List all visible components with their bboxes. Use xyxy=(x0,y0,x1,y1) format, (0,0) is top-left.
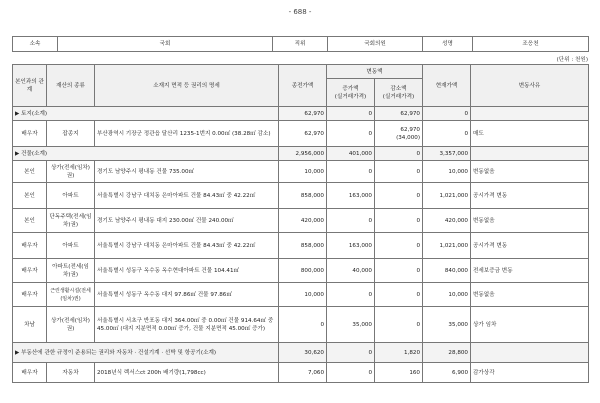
reason-value: 공시가격 변동 xyxy=(471,233,589,259)
reason-value: 매도 xyxy=(471,121,589,147)
col-decrease: 감소액 (실거래가격) xyxy=(375,79,423,107)
current-value: 28,800 xyxy=(423,343,471,363)
current-value: 840,000 xyxy=(423,259,471,283)
desc-value: 경기도 남양주시 평내동 대지 230.00㎡ 건물 240.00㎡ xyxy=(95,209,279,233)
desc-value: 부산광역시 기장군 정관읍 달산리 1235-1번지 0.00㎡ (38.28㎡ 감소) xyxy=(95,121,279,147)
table-row xyxy=(13,233,589,259)
prev-value: 0 xyxy=(279,307,327,343)
relation-value: 본인 xyxy=(13,161,47,183)
name-label: 성명 xyxy=(423,37,473,52)
increase-value: 163,000 xyxy=(327,233,375,259)
reason-value xyxy=(471,107,589,121)
prev-value: 858,000 xyxy=(279,233,327,259)
table-row xyxy=(13,183,589,209)
reason-value: 변동없음 xyxy=(471,283,589,307)
col-type: 재산의 종류 xyxy=(47,65,95,107)
table-row xyxy=(13,147,589,161)
relation-value: 배우자 xyxy=(13,233,47,259)
reason-value: 전세보증금 변동 xyxy=(471,259,589,283)
desc-value: 서울특별시 강남구 대치동 은마아파트 건물 84.43㎡ 중 42.22㎡ xyxy=(95,183,279,209)
decrease-value: 0 xyxy=(375,161,423,183)
increase-value: 0 xyxy=(327,343,375,363)
prev-value: 10,000 xyxy=(279,161,327,183)
col-increase: 증가액 (실거래가격) xyxy=(327,79,375,107)
section-title: ▶ 부동산에 관한 규정이 준용되는 권리와 자동차 · 건설기계 · 선박 및 항공기(소계) xyxy=(13,343,279,363)
type-value: 아파트 xyxy=(47,183,95,209)
current-value: 0 xyxy=(423,121,471,147)
increase-value: 401,000 xyxy=(327,147,375,161)
section-title: ▶ 토지(소계) xyxy=(13,107,279,121)
decrease-value: 160 xyxy=(375,363,423,383)
col-relation: 본인과의 관계 xyxy=(13,65,47,107)
table-row xyxy=(13,161,589,183)
type-value: 상가(전세(임차)권) xyxy=(47,161,95,183)
type-value: 아파트(전세(임차)권) xyxy=(47,259,95,283)
table-row xyxy=(13,307,589,343)
prev-value: 800,000 xyxy=(279,259,327,283)
decrease-value: 0 xyxy=(375,259,423,283)
name-value: 조응천 xyxy=(473,37,589,52)
decrease-value: 62,970 (34,000) xyxy=(375,121,423,147)
type-value: 자동차 xyxy=(47,363,95,383)
current-value: 10,000 xyxy=(423,283,471,307)
prev-value: 7,060 xyxy=(279,363,327,383)
asset-table xyxy=(12,64,589,383)
current-value: 35,000 xyxy=(423,307,471,343)
position-label: 직위 xyxy=(273,37,328,52)
page-number: - 688 - xyxy=(288,8,312,16)
type-value: 아파트 xyxy=(47,233,95,259)
col-desc: 소재지 면적 등 권리의 명세 xyxy=(95,65,279,107)
decrease-value: 0 xyxy=(375,147,423,161)
increase-value: 0 xyxy=(327,161,375,183)
table-row xyxy=(13,209,589,233)
position-value: 국회의원 xyxy=(328,37,423,52)
current-value: 3,357,000 xyxy=(423,147,471,161)
prev-value: 858,000 xyxy=(279,183,327,209)
decrease-value: 0 xyxy=(375,307,423,343)
type-value: 잡종지 xyxy=(47,121,95,147)
table-row xyxy=(13,283,589,307)
desc-value: 서울특별시 서초구 반포동 대지 364.00㎡ 중 0.00㎡ 건물 914.64㎡ 중 45.00㎡ (대지 지분면적 0.00㎡ 증가, 건물 지분면적 45.00㎡ 증가) xyxy=(95,307,279,343)
desc-value: 서울특별시 강남구 대치동 은마아파트 건물 84.43㎡ 중 42.22㎡ xyxy=(95,233,279,259)
prev-value: 420,000 xyxy=(279,209,327,233)
table-row xyxy=(13,107,589,121)
relation-value: 차남 xyxy=(13,307,47,343)
reason-value: 상가 임차 xyxy=(471,307,589,343)
current-value: 0 xyxy=(423,107,471,121)
decrease-value: 0 xyxy=(375,283,423,307)
increase-value: 0 xyxy=(327,283,375,307)
desc-value: 서울특별시 성동구 옥수동 옥수현대아파트 건물 104.41㎡ xyxy=(95,259,279,283)
increase-value: 0 xyxy=(327,209,375,233)
affiliation-label: 소속 xyxy=(13,37,58,52)
desc-value: 경기도 남양주시 평내동 건물 735.00㎡ xyxy=(95,161,279,183)
relation-value: 본인 xyxy=(13,183,47,209)
current-value: 1,021,000 xyxy=(423,233,471,259)
affiliation-value: 국회 xyxy=(58,37,273,52)
table-row xyxy=(13,343,589,363)
relation-value: 본인 xyxy=(13,209,47,233)
col-prev: 종전가액 xyxy=(279,65,327,107)
decrease-value: 0 xyxy=(375,183,423,209)
col-reason: 변동사유 xyxy=(471,65,589,107)
decrease-value: 62,970 xyxy=(375,107,423,121)
increase-value: 0 xyxy=(327,363,375,383)
prev-value: 30,620 xyxy=(279,343,327,363)
relation-value: 배우자 xyxy=(13,363,47,383)
increase-value: 35,000 xyxy=(327,307,375,343)
decrease-value: 0 xyxy=(375,233,423,259)
prev-value: 10,000 xyxy=(279,283,327,307)
prev-value: 62,970 xyxy=(279,121,327,147)
unit-note: (단위 : 천원) xyxy=(556,57,588,63)
decrease-value: 0 xyxy=(375,209,423,233)
reason-value xyxy=(471,147,589,161)
prev-value: 2,956,000 xyxy=(279,147,327,161)
relation-value: 배우자 xyxy=(13,283,47,307)
type-value: 근린생활시설(전세(임차)권) xyxy=(47,283,95,307)
prev-value: 62,970 xyxy=(279,107,327,121)
type-value: 단독주택(전세(임차)권) xyxy=(47,209,95,233)
col-current: 현재가액 xyxy=(423,65,471,107)
increase-value: 0 xyxy=(327,121,375,147)
table-row xyxy=(13,363,589,383)
current-value: 420,000 xyxy=(423,209,471,233)
desc-value: 2018년식 렉서스ct 200h 배기량(1,798cc) xyxy=(95,363,279,383)
desc-value: 서울특별시 성동구 옥수동 대지 97.86㎡ 건물 97.86㎡ xyxy=(95,283,279,307)
type-value: 상가(전세(임차)권) xyxy=(47,307,95,343)
current-value: 1,021,000 xyxy=(423,183,471,209)
section-title: ▶ 건물(소계) xyxy=(13,147,279,161)
current-value: 6,900 xyxy=(423,363,471,383)
reason-value: 공시가격 변동 xyxy=(471,183,589,209)
increase-value: 0 xyxy=(327,107,375,121)
increase-value: 163,000 xyxy=(327,183,375,209)
col-change: 변동액 xyxy=(327,65,423,79)
increase-value: 40,000 xyxy=(327,259,375,283)
table-row xyxy=(13,121,589,147)
reason-value: 변동없음 xyxy=(471,209,589,233)
table-row xyxy=(13,259,589,283)
reason-value xyxy=(471,343,589,363)
official-info-table xyxy=(12,36,589,52)
current-value: 10,000 xyxy=(423,161,471,183)
reason-value: 변동없음 xyxy=(471,161,589,183)
reason-value: 감가상각 xyxy=(471,363,589,383)
decrease-value: 1,820 xyxy=(375,343,423,363)
relation-value: 배우자 xyxy=(13,259,47,283)
relation-value: 배우자 xyxy=(13,121,47,147)
